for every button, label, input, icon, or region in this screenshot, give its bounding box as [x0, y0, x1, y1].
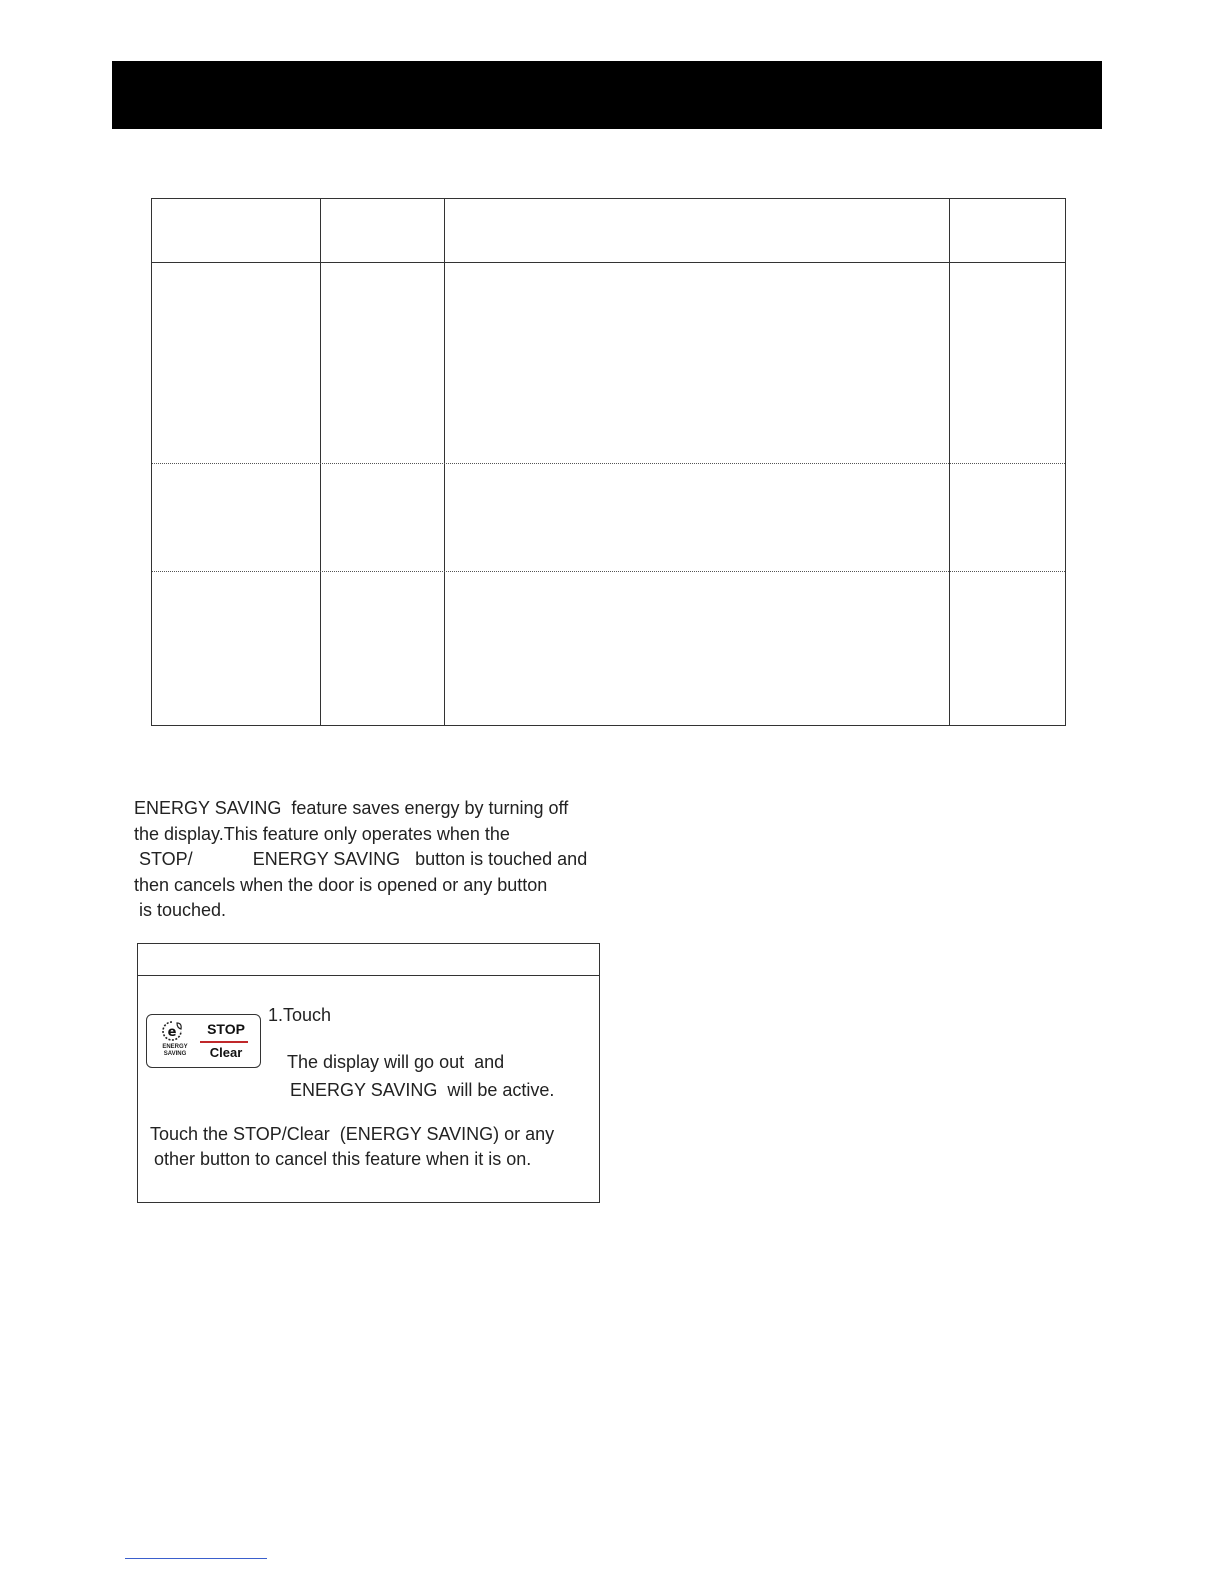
instruction-box — [137, 943, 600, 1203]
keypad-divider — [200, 1041, 248, 1043]
display-note-line: The display will go out and — [287, 1052, 505, 1072]
keypad-stop-label: STOP — [207, 1021, 245, 1037]
spec-table — [151, 198, 1066, 726]
keypad-clear-label: Clear — [209, 1045, 243, 1060]
keypad-saving-word: SAVING — [163, 1051, 187, 1057]
instruction-box-header-divider — [138, 975, 599, 976]
table-row-divider — [152, 571, 1065, 572]
intro-line: then cancels when the door is opened or any button — [134, 874, 548, 895]
energy-saving-intro — [134, 796, 634, 924]
display-note-line: ENERGY SAVING will be active. — [290, 1080, 555, 1100]
table-header-divider — [152, 262, 1065, 263]
cancel-instruction-line: Touch the STOP/Clear (ENERGY SAVING) or any — [150, 1124, 555, 1144]
svg-text:e: e — [167, 1025, 177, 1040]
intro-line: ENERGY SAVING feature saves energy by turning off — [134, 798, 569, 818]
stop-clear-energy-saving-button — [146, 1014, 261, 1068]
intro-line: STOP/ ENERGY SAVING button is touched and — [134, 849, 588, 869]
intro-line: the display.This feature only operates when the — [134, 823, 510, 844]
table-column-divider — [444, 199, 445, 725]
intro-line: is touched. — [134, 900, 227, 920]
table-row-divider — [152, 463, 1065, 464]
energy-saving-leaf-e-icon — [161, 1020, 183, 1042]
keypad-energy-label — [155, 1044, 195, 1058]
section-header-bar — [112, 61, 1102, 129]
cancel-instruction-line: other button to cancel this feature when it is on. — [154, 1149, 532, 1169]
step-touch: 1.Touch — [268, 1005, 332, 1025]
keypad-energy-word: ENERGY — [162, 1044, 188, 1050]
table-column-divider — [949, 199, 950, 725]
table-column-divider — [320, 199, 321, 725]
bottom-link-underline — [125, 1558, 267, 1559]
